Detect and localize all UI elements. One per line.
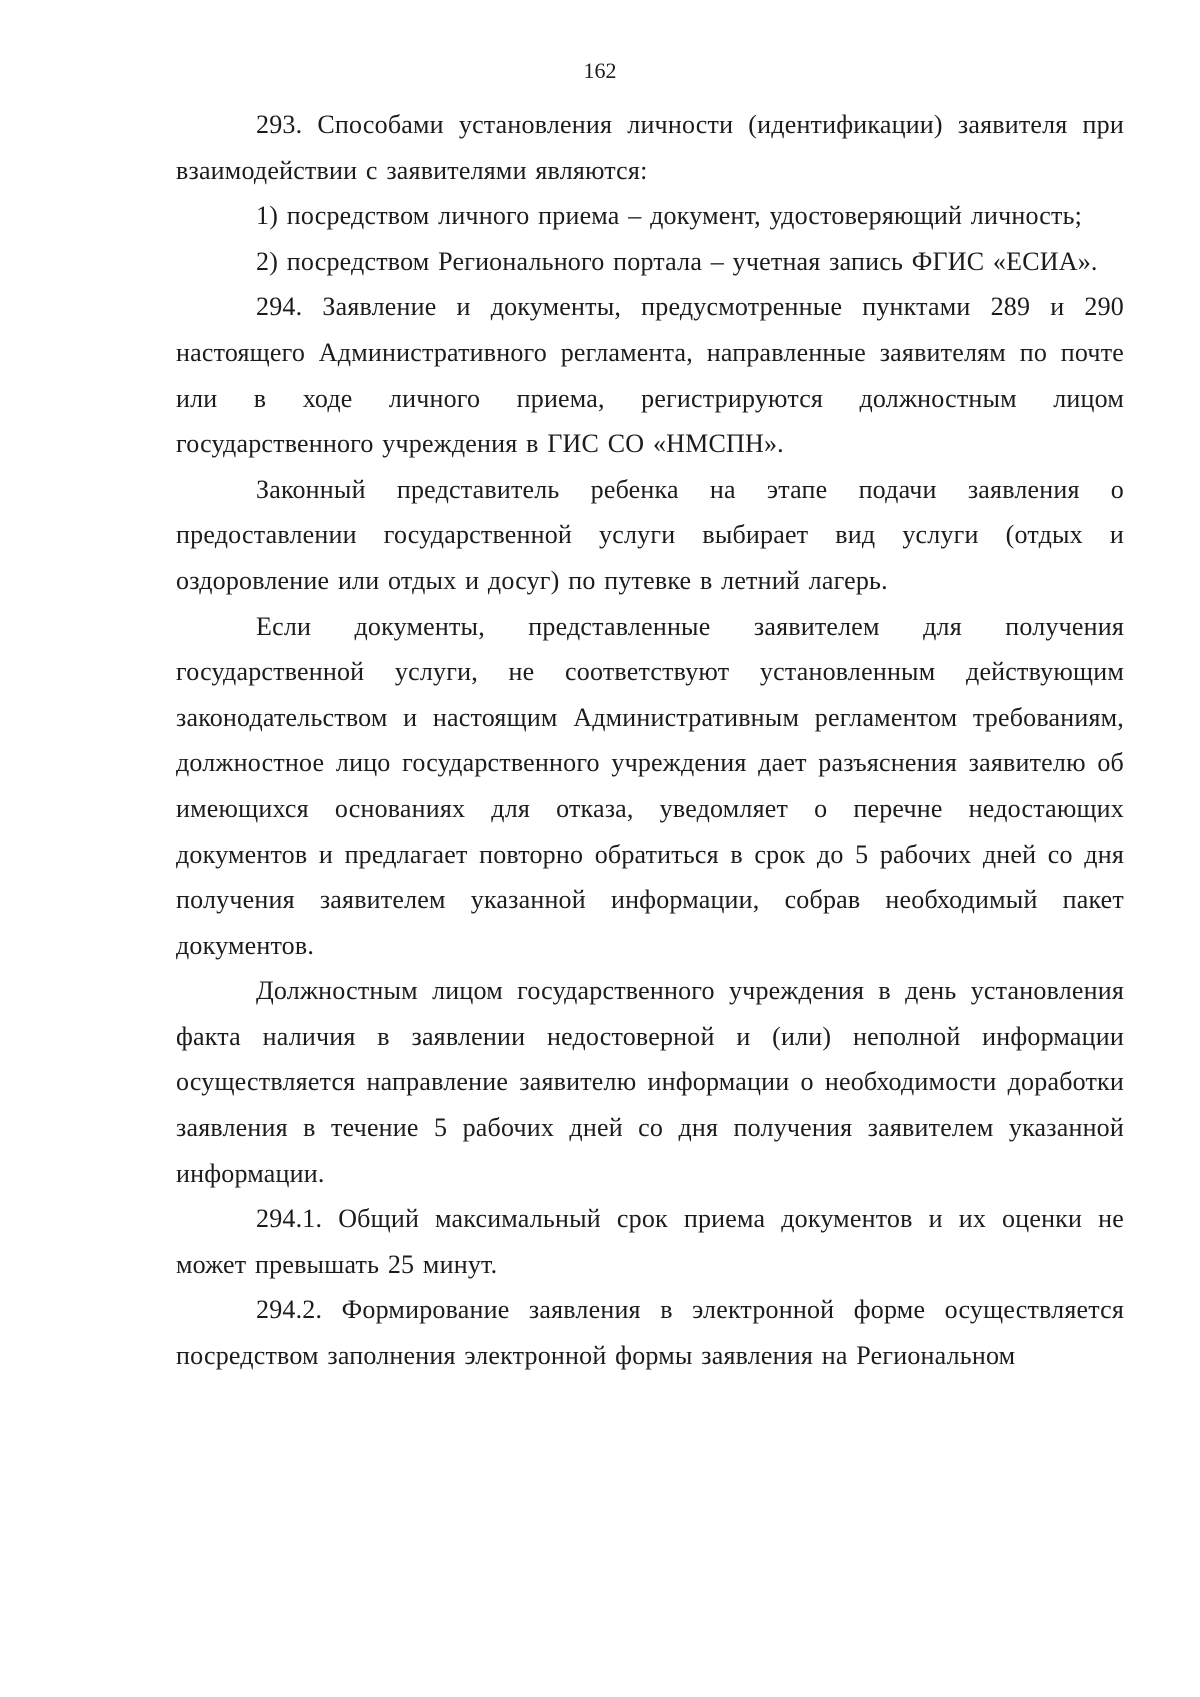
page-number: 162 — [583, 58, 617, 83]
paragraph-inaccurate-information: Должностным лицом государственного учреждения в день установления факта наличия в заявлении недостоверной и (или) неполной информации осуществляется направление заявителю информации о необходимости доработки заявления в течение 5 рабочих дней со дня получения заявителем указанной информации. — [176, 976, 1124, 1188]
document-body — [176, 102, 1124, 1379]
paragraph-293-item-2: 2) посредством Регионального портала – учетная запись ФГИС «ЕСИА». — [256, 246, 1098, 276]
paragraph-293-item-1: 1) посредством личного приема – документ, удостоверяющий личность; — [256, 201, 1083, 231]
paragraph-294-2: 294.2. Формирование заявления в электронной форме осуществляется посредством заполнения электронной формы заявления на Региональном — [176, 1295, 1124, 1371]
paragraph-documents-noncompliance: Если документы, представленные заявителем для получения государственной услуги, не соответствуют установленным действующим законодательством и настоящим Административным регламентом требованиям, должностное лицо государственного учреждения дает разъяснения заявителю об имеющихся основаниях для отказа, уведомляет о перечне недостающих документов и предлагает повторно обратиться в срок до 5 рабочих дней со дня получения заявителем указанной информации, собрав необходимый пакет документов. — [176, 611, 1124, 960]
paragraph-293: 293. Способами установления личности (идентификации) заявителя при взаимодействии с заявителями являются: — [176, 110, 1124, 185]
paragraph-294: 294. Заявление и документы, предусмотренные пунктами 289 и 290 настоящего Административного регламента, направленные заявителям по почте или в ходе личного приема, регистрируются должностным лицом государственного учреждения в ГИС СО «НМСПН». — [176, 292, 1124, 459]
paragraph-legal-representative: Законный представитель ребенка на этапе подачи заявления о предоставлении государственной услуги выбирает вид услуги (отдых и оздоровление или отдых и досуг) по путевке в летний лагерь. — [176, 474, 1124, 595]
paragraph-294-1: 294.1. Общий максимальный срок приема документов и их оценки не может превышать 25 минут. — [176, 1204, 1124, 1279]
